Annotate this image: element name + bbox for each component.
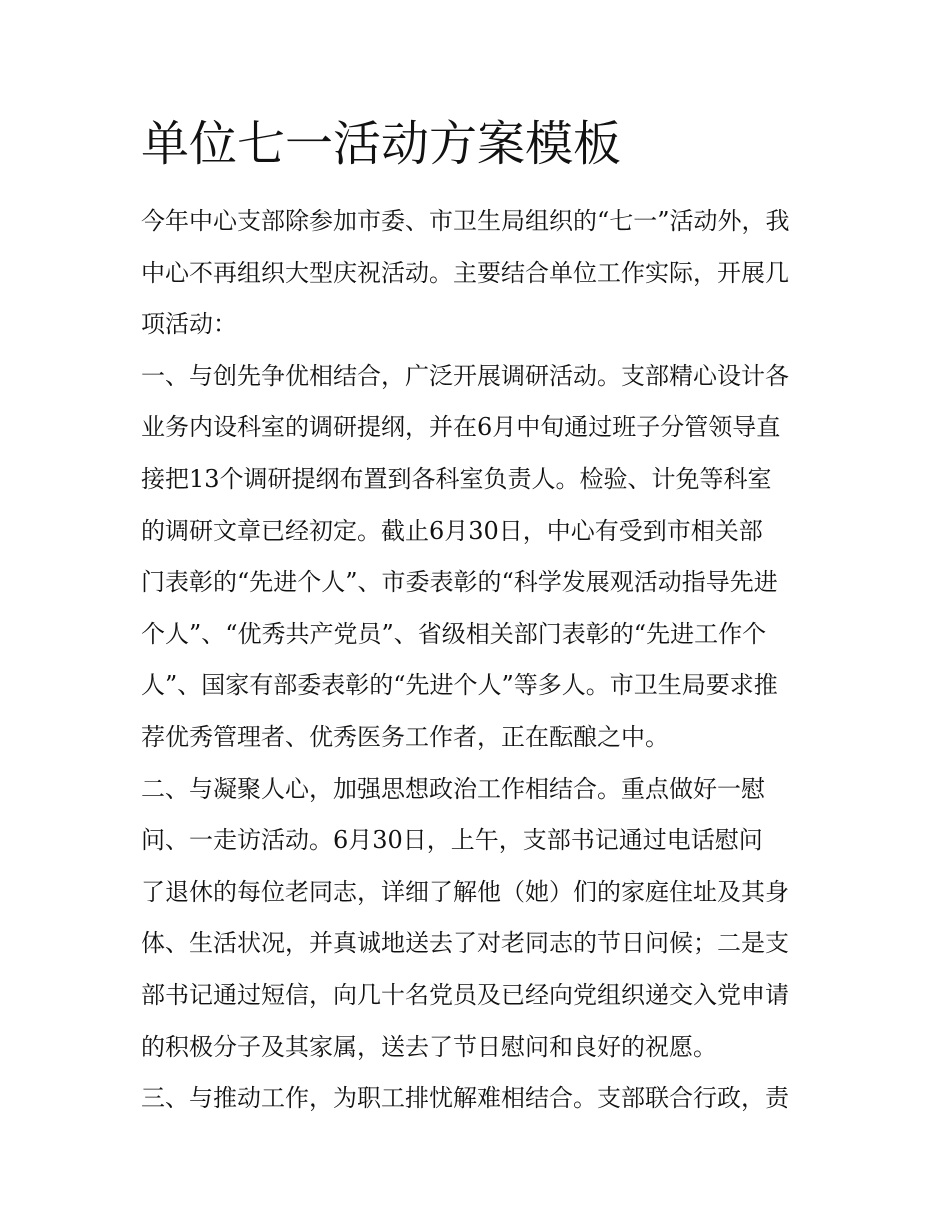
body-line: 三、与推动工作，为职工排忧解难相结合。支部联合行政，责: [141, 1084, 789, 1113]
body-line: 的积极分子及其家属，送去了节日慰问和良好的祝愿。: [141, 1032, 717, 1061]
body-line: 部书记通过短信，向几十名党员及已经向党组织递交入党申请: [141, 980, 789, 1009]
body-line: 今年中心支部除参加市委、市卫生局组织的“七一”活动外，我: [141, 207, 790, 235]
body-line: 的调研文章已经初定。截止6月30日，中心有受到市相关部: [141, 516, 763, 545]
body-line: 门表彰的“先进个人”、市委表彰的“科学发展观活动指导先进: [141, 568, 778, 597]
document-content: [141, 112, 811, 1125]
body-line: 业务内设科室的调研提纲，并在6月中旬通过班子分管领导直: [141, 413, 781, 442]
body-line: 二、与凝聚人心，加强思想政治工作相结合。重点做好一慰: [141, 774, 765, 803]
body-line: 了退休的每位老同志，详细了解他（她）们的家庭住址及其身: [141, 877, 789, 906]
body-line: 中心不再组织大型庆祝活动。主要结合单位工作实际，开展几: [141, 258, 789, 287]
body-line: 体、生活状况，并真诚地送去了对老同志的节日问候；二是支: [141, 929, 789, 958]
body-line: 荐优秀管理者、优秀医务工作者，正在酝酿之中。: [141, 722, 669, 751]
body-line: 一、与创先争优相结合，广泛开展调研活动。支部精心设计各: [141, 361, 789, 390]
body-line: 人”、国家有部委表彰的“先进个人”等多人。市卫生局要求推: [141, 671, 778, 700]
body-line: 项活动：: [141, 310, 237, 339]
page-title: 单位七一活动方案模板: [141, 116, 622, 172]
body-line: 个人”、“优秀共产党员”、省级相关部门表彰的“先进工作个: [141, 619, 767, 648]
body-line: 接把13个调研提纲布置到各科室负责人。检验、计免等科室: [141, 464, 772, 493]
document-body: [141, 196, 811, 1125]
body-line: 问、一走访活动。6月30日，上午，支部书记通过电话慰问: [141, 826, 763, 855]
